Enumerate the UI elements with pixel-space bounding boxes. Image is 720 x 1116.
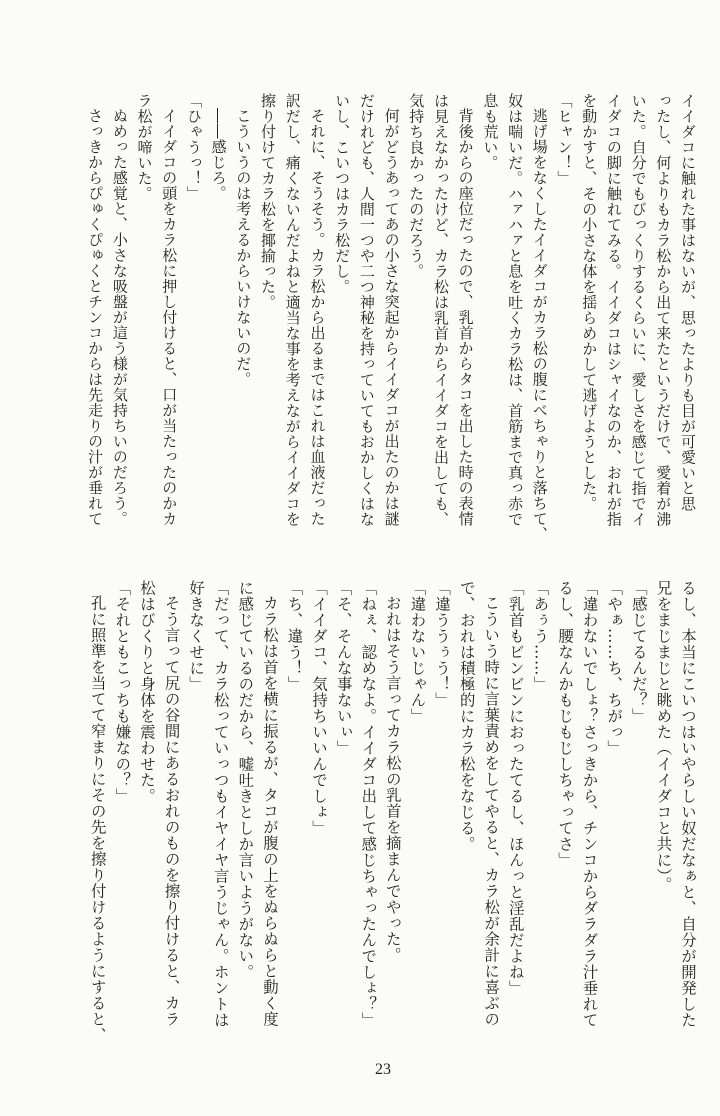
- text-line: ぬめった感覚と、小さな吸盤が這う様が気持ちいのだろう。: [110, 108, 129, 527]
- text-line: ラ松が啼いた。: [135, 93, 154, 202]
- text-line: は見えなかったけど、カラ松は乳首からイイダコを出しても、: [431, 93, 450, 527]
- text-line: で、おれは積極的にカラ松をなじる。: [457, 580, 476, 852]
- text-line: 「ねぇ、認めなよ。イイダコ出して感じちゃったんでしょ？」: [359, 580, 378, 1028]
- text-line: 松はびくりと身体を震わせた。: [137, 580, 156, 804]
- text-line: ――感じろ。: [209, 108, 228, 201]
- page-number: 23: [375, 1061, 391, 1078]
- text-line: 「ヒャン！」: [555, 93, 574, 186]
- text-line: るし、腰なんかもじもじしちゃってさ」: [556, 580, 575, 868]
- text-line: 好きなくせに」: [187, 580, 206, 692]
- text-line: こういうのは考えるからいけないのだ。: [234, 108, 253, 387]
- text-line: 孔に照準を当てて窄まりにその先を擦り付けるようにすると、: [88, 595, 107, 1044]
- text-line: 何がどうあってあの小さな突起からイイダコが出たのかは謎: [382, 108, 401, 527]
- text-line: 息も荒い。: [481, 93, 500, 171]
- text-line: いし、こいつはカラ松だし。: [333, 93, 352, 295]
- text-line: 「それともこっちも嫌なの？」: [113, 580, 132, 804]
- text-line: 「イイダコ、気持ちいいんでしょ」: [310, 580, 329, 836]
- text-line: 奴は喘いだ。ハァハァと息を吐くカラ松は、首筋まで真っ赤で: [506, 93, 525, 527]
- text-line: いた。自分でもびっくりするくらいに、愛しさを感じて指でイ: [629, 93, 648, 527]
- text-line: カラ松は首を横に振るが、タコが腹の上をぬらぬらと動く度: [260, 595, 279, 1028]
- text-line: 逃げ場をなくしたイイダコがカラ松の腹にべちゃりと落ちて、: [530, 108, 549, 542]
- text-line: だけれども、人間一つや二つ神秘を持っていてもおかしくはな: [357, 93, 376, 527]
- text-line: イダコの脚に触れてみる。イイダコはシャイなのか、おれが指: [604, 93, 623, 527]
- text-line: 「やぁ……ち、ちがっ」: [605, 580, 624, 756]
- text-line: るし、本当にこいつはいやらしい奴だなぁと、自分が開発した: [679, 580, 697, 1028]
- text-line: 「そ、そんな事ないぃ」: [334, 580, 353, 756]
- text-line: 「ひゃうっ！」: [184, 93, 203, 202]
- text-line: さっきからぴゅくぴゅくとチンコからは先走りの汁が垂れて: [86, 108, 105, 527]
- text-line: ったし、何よりもカラ松から出て来たというだけで、愛着が沸: [654, 93, 673, 527]
- text-line: 「あぅう……」: [531, 580, 550, 692]
- text-line: 「違わないじゃん」: [408, 580, 427, 724]
- text-line: イイダコの頭をカラ松に押し付けると、口が当たったのかカ: [160, 108, 179, 527]
- text-line: 「乳首もビンビンにおったてるし、ほんっと淫乱だよね」: [506, 580, 525, 996]
- text-line: に感じているのだから、嘘吐きとしか言いようがない。: [236, 580, 255, 980]
- text-line: 「ち、違う！」: [285, 580, 304, 692]
- lower-text-block: [85, 580, 700, 1046]
- text-line: 訳だし、痛くないんだよねと適当な事を考えながらイイダコを: [283, 93, 302, 527]
- text-line: 「違わないでしょ？さっきから、チンコからダラダラ汁垂れて: [580, 580, 599, 1028]
- text-line: イイダコに触れた事はないが、思ったよりも目が可愛いと思: [679, 93, 697, 512]
- text-line: 兄をまじまじと眺めた（イイダコと共に）。: [654, 580, 673, 893]
- text-line: 気持ち良かったのだろう。: [407, 93, 426, 279]
- text-line: こういう時に言葉責めをしてやると、カラ松が余計に喜ぶの: [482, 595, 501, 1028]
- text-line: おれはそう言ってカラ松の乳首を摘まんでやった。: [383, 595, 402, 964]
- text-line: 「感じてるんだ？」: [629, 580, 648, 724]
- text-line: 背後からの座位だったので、乳首からタコを出した時の表情: [456, 108, 475, 527]
- text-line: 「違ううぅう！」: [433, 580, 452, 708]
- upper-text-block: [82, 93, 700, 543]
- text-line: 擦り付けてカラ松を揶揄った。: [259, 93, 278, 310]
- text-line: を動かすと、その小さな体を揺らめかして逃げようとした。: [580, 93, 599, 512]
- text-line: それに、そうそう。カラ松から出るまではこれは血液だった: [308, 108, 327, 527]
- text-line: そう言って尻の谷間にあるおれのものを擦り付けると、カラ: [162, 595, 181, 1028]
- text-line: 「だって、カラ松っていっつもイヤイヤ言うじゃん。ホントは: [211, 580, 230, 1028]
